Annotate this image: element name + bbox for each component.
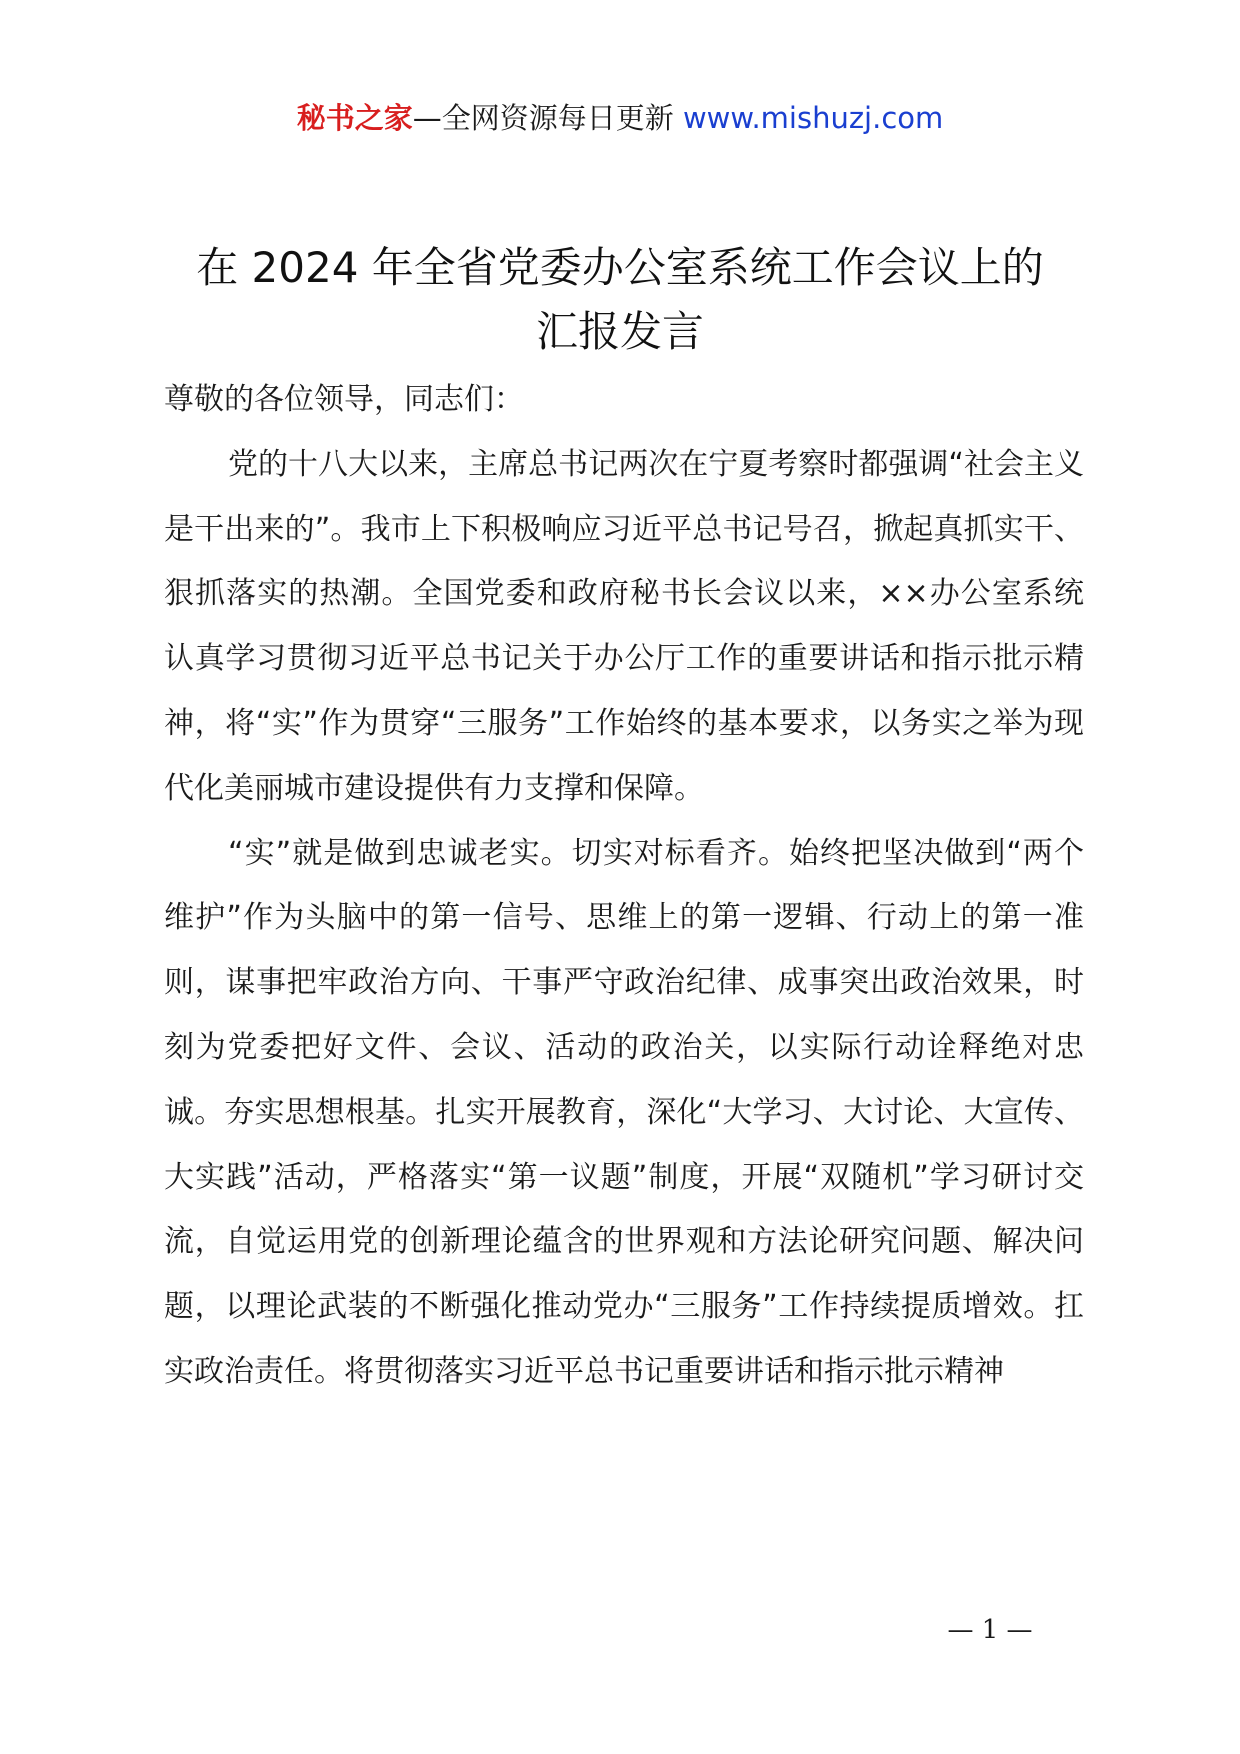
salutation: 尊敬的各位领导，同志们： [164,382,524,417]
banner-tagline: —全网资源每日更新 [412,101,683,135]
brand-name: 秘书之家 [296,101,413,135]
paragraph-1: 党的十八大以来，主席总书记两次在宁夏考察时都强调“社会主义是干出来的”。我市上下积极响应习近平总书记号召，掀起真抓实干、狠抓落实的热潮。全国党委和政府秘书长会议以来，××办公室系统认真学习贯彻习近平总书记关于办公厅工作的重要讲话和指示批示精神，将“实”作为贯穿“三服务”工作始终的基本要求，以务实之举为现代化美丽城市建设提供有力支撑和保障。 [164,446,1084,806]
site-banner [0,98,1240,138]
page-number: — 1 — [947,1615,1033,1645]
title-line-2: 汇报发言 [535,307,704,356]
paragraph-2: “实”就是做到忠诚老实。切实对标看齐。始终把坚决做到“两个维护”作为头脑中的第一信号、思维上的第一逻辑、行动上的第一准则，谋事把牢政治方向、干事严守政治纪律、成事突出政治效果，时刻为党委把好文件、会议、活动的政治关，以实际行动诠释绝对忠诚。夯实思想根基。扎实开展教育，深化“大学习、大讨论、大宣传、大实践”活动，严格落实“第一议题”制度，开展“双随机”学习研讨交流，自觉运用党的创新理论蕴含的世界观和方法论研究问题、解决问题，以理论武装的不断强化推动党办“三服务”工作持续提质增效。扛实政治责任。将贯彻落实习近平总书记重要讲话和指示批示精神 [164,835,1084,1389]
document-title [150,236,1090,364]
title-line-1: 在 2024 年全省党委办公室系统工作会议上的 [196,243,1044,292]
site-url-link[interactable]: www.mishuzj.com [682,101,944,135]
document-body [164,368,1084,1405]
